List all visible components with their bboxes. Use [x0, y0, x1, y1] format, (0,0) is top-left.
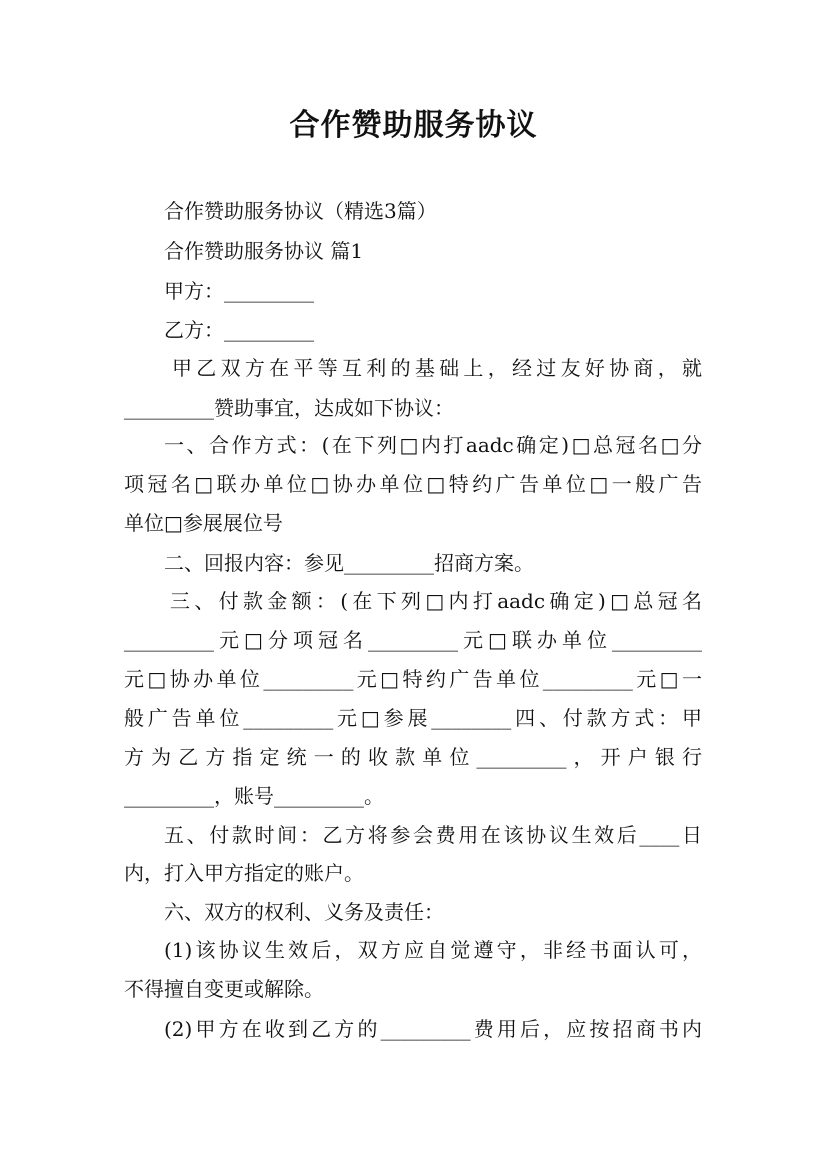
paragraph	[124, 191, 704, 232]
paragraph-line: 甲乙双方在平等互利的基础上，经过友好协商，就	[172, 356, 702, 380]
paragraph-text: 甲方：_________	[164, 279, 314, 303]
paragraph-text: 合作赞助服务协议 篇1	[164, 239, 364, 263]
paragraph-line: (1)该协议生效后，双方应自觉遵守，非经书面认可，	[164, 938, 702, 962]
paragraph-line: 不得擅自变更或解除。	[124, 977, 324, 1001]
paragraph	[124, 271, 704, 312]
paragraph-line: _________元□分项冠名_________元□联办单位_________	[124, 628, 702, 652]
paragraph-text: 合作赞助服务协议（精选3篇）	[164, 199, 437, 223]
paragraph-line: 五、付款时间：乙方将参会费用在该协议生效后____日	[164, 823, 702, 847]
paragraph	[124, 231, 704, 272]
paragraph-line: 六、双方的权利、义务及责任：	[164, 900, 444, 924]
paragraph-line: 内，打入甲方指定的账户。	[124, 861, 364, 885]
paragraph-line: 二、回报内容：参见_________招商方案。	[164, 551, 534, 575]
paragraph-line: 一、合作方式：(在下列□内打aadc确定)□总冠名□分	[164, 433, 702, 457]
paragraph	[124, 310, 704, 351]
paragraph-line: 三、付款金额：(在下列□内打aadc确定)□总冠名	[170, 589, 702, 613]
paragraph-line: 般广告单位_________元□参展________四、付款方式：甲	[124, 706, 702, 730]
paragraph-text: 乙方：_________	[164, 318, 314, 342]
document-title: 合作赞助服务协议	[289, 108, 538, 143]
paragraph-line: (2)甲方在收到乙方的_________费用后，应按招商书内	[164, 1017, 702, 1041]
paragraph-line: _________，账号_________。	[124, 784, 384, 808]
paragraph-line: 项冠名□联办单位□协办单位□特约广告单位□一般广告	[124, 472, 702, 496]
paragraph-line: 单位□参展展位号	[124, 511, 283, 535]
paragraph-line: 方为乙方指定统一的收款单位_________，开户银行	[124, 745, 702, 769]
paragraph-line: 元□协办单位_________元□特约广告单位_________元□一	[124, 667, 702, 691]
paragraph-line: _________赞助事宜，达成如下协议：	[124, 396, 454, 420]
